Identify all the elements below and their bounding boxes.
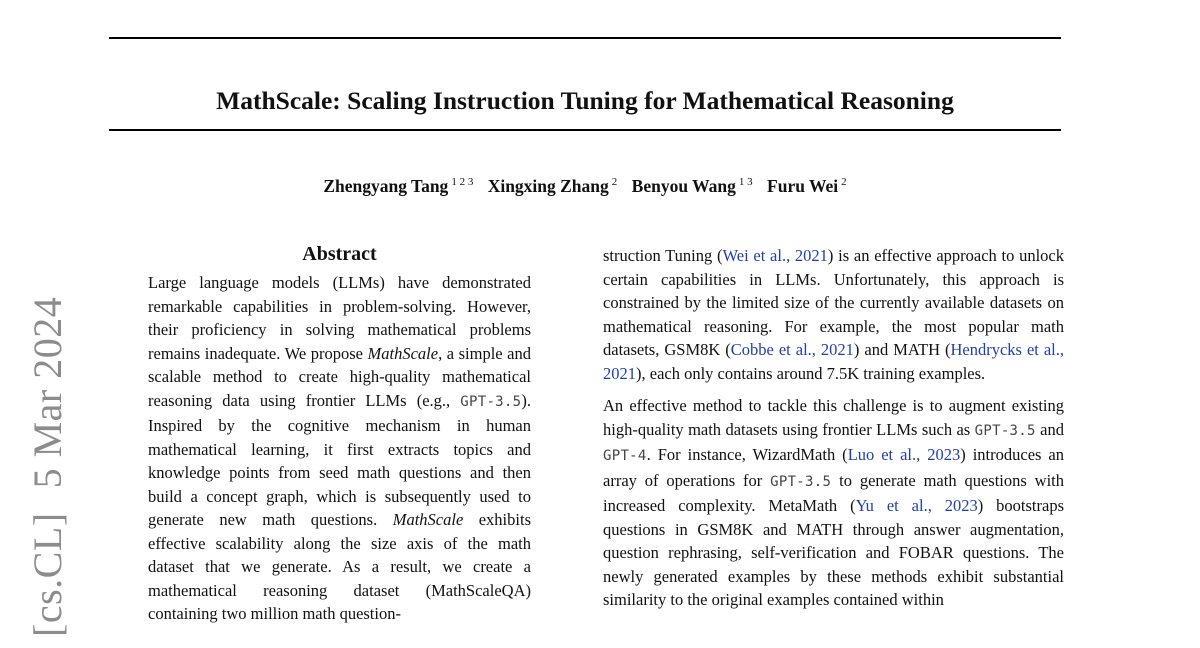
author (323, 176, 473, 196)
citation-link[interactable]: Yu et al., 2023 (855, 496, 978, 515)
abstract-paragraph (148, 271, 531, 626)
model-name-code: GPT-3.5 (770, 473, 832, 490)
author (767, 176, 847, 196)
body-text: ) bootstraps questions in GSM8K and MATH through answer augmentation, question rephrasing, self-verification and FOBAR questions. The newly generated examples by these methods exhibit substantial similarity to the original examples contained within (603, 496, 1064, 609)
body-text: and (1035, 419, 1064, 439)
author-affiliation: 1 2 3 (451, 176, 474, 188)
body-text: struction Tuning ( (603, 246, 723, 265)
citation-link[interactable]: Wei et al., 2021 (722, 246, 828, 265)
citation-link[interactable]: Cobbe et al., 2021 (730, 340, 854, 359)
title-top-rule (109, 37, 1061, 39)
citation-link[interactable]: Hendrycks et al., 2021 (603, 340, 1065, 383)
body-text: An effective method to tackle this challenge is to augment existing high-quality math datasets using frontier LLMs such as (603, 396, 1064, 439)
body-text: ), each only contains around 7.5K training examples. (636, 363, 986, 383)
model-name-code: GPT-3.5 (974, 422, 1036, 439)
title-bottom-rule (109, 129, 1061, 131)
author-affiliation: 1 3 (738, 176, 753, 188)
author-affiliation: 2 (611, 176, 618, 188)
right-column (603, 244, 1064, 612)
author-name: Benyou Wang (631, 176, 736, 196)
abstract-text: Large language models (LLMs) have demonstrated remarkable capabilities in problem-solving. However, their proficiency in solving mathematical problems remains inadequate. We propose (148, 273, 531, 363)
model-name-code: GPT-3.5 (460, 393, 522, 410)
abstract-text: exhibits effective scalability along the size axis of the math dataset that we generate. As a result, we create a mathematical reasoning dataset (MathScaleQA) containing two million math question- (148, 510, 531, 623)
body-text: ) is an effective approach to unlock certain capabilities in LLMs. Unfortunately, this approach is constrained by the limited size of the currently available datasets on mathematical reasoning. For example, the most popular math datasets, GSM8K ( (603, 246, 1064, 359)
arxiv-category: [cs.CL] (25, 512, 70, 637)
paper-title: MathScale: Scaling Instruction Tuning for Mathematical Reasoning (216, 86, 954, 116)
author-affiliation: 2 (841, 176, 847, 188)
model-name-code: GPT-4 (603, 448, 647, 464)
author (632, 176, 753, 196)
arxiv-sidebar-identifier (24, 297, 72, 637)
abstract-text: ). Inspired by the cognitive mechanism in human mathematical learning, it first extracts topics and knowledge points from seed math questions and then build a concept graph, which is subsequently used to generate new math questions. (148, 390, 531, 529)
citation-link[interactable]: Luo et al., 2023 (847, 445, 961, 464)
body-text: ) and MATH ( (853, 340, 951, 359)
body-text: to generate math questions with increased complexity. MetaMath ( (603, 470, 1064, 515)
method-name: MathScale (392, 510, 464, 529)
body-text: ) introduces an array of operations for (603, 445, 1064, 490)
abstract-heading: Abstract (302, 243, 377, 265)
author-name: Zhengyang Tang (323, 176, 449, 196)
author-name: Xingxing Zhang (487, 176, 609, 196)
arxiv-date: 5 Mar 2024 (25, 296, 70, 489)
left-column (148, 240, 531, 626)
author-name: Furu Wei (767, 176, 839, 196)
method-name: MathScale (367, 343, 439, 363)
abstract-text: , a simple and scalable method to create high-quality mathematical reasoning data using frontier LLMs (e.g., (148, 343, 531, 410)
body-paragraph (603, 244, 1064, 385)
body-text: . For instance, WizardMath ( (646, 445, 848, 464)
author-list (109, 174, 1061, 198)
body-paragraph (603, 394, 1064, 612)
author (488, 176, 618, 196)
